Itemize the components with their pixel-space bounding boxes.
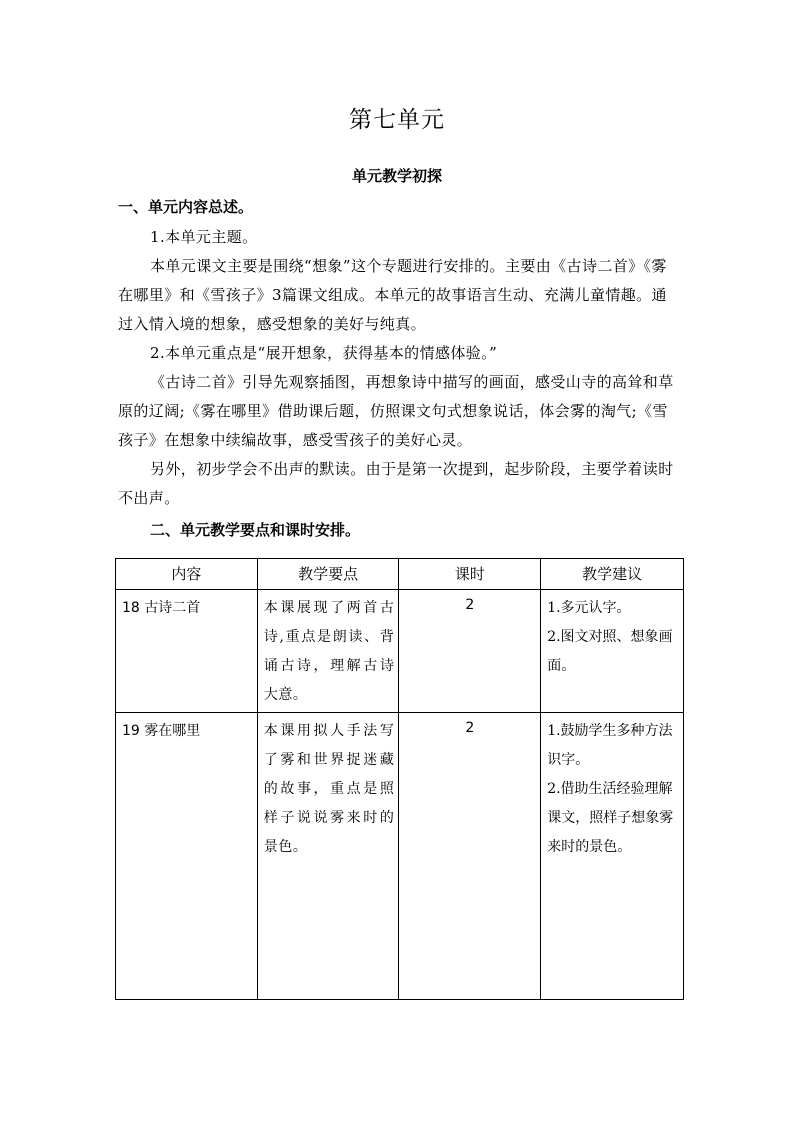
table-row (116, 590, 684, 713)
table-cell-suggestions (541, 590, 684, 713)
paragraph-theme-label: 1.本单元主题。 (150, 228, 258, 246)
table-cell-content: 18 古诗二首 (116, 590, 258, 713)
table-cell-suggestions (541, 713, 684, 1000)
suggestion-item: 1.鼓励学生多种方法识字。 (547, 723, 673, 768)
table-row (116, 713, 684, 1000)
page-subtitle: 单元教学初探 (351, 167, 442, 185)
table-header-key-points: 教学要点 (257, 559, 399, 590)
paragraph-silent-reading: 另外，初步学会不出声的默读。由于是第一次提到，起步阶段，主要学着读时不出声。 (118, 460, 674, 507)
teaching-plan-table (115, 558, 684, 1000)
table-cell-class-hours: 2 (399, 713, 541, 1000)
table-header-content: 内容 (116, 559, 258, 590)
table-header-class-hours: 课时 (399, 559, 541, 590)
suggestion-item: 2.图文对照、想象画面。 (547, 629, 673, 674)
table-header-suggestions: 教学建议 (541, 559, 684, 590)
suggestion-item: 1.多元认字。 (547, 600, 631, 616)
table-cell-content: 19 雾在哪里 (116, 713, 258, 1000)
paragraph-theme-body: 本单元课文主要是围绕“想象”这个专题进行安排的。主要由《古诗二首》《雾在哪里》和《雪孩子》3篇课文组成。本单元的故事语言生动、充满儿童情趣。通过入情入境的想象，感受想象的美好与纯真。 (118, 257, 667, 333)
section-heading-overview: 一、单元内容总述。 (118, 198, 254, 216)
table-cell-class-hours: 2 (399, 590, 541, 713)
table-header-row (116, 559, 684, 590)
paragraph-focus-body: 《古诗二首》引导先观察插图，再想象诗中描写的画面，感受山寺的高耸和草原的辽阔;《雾在哪里》借助课后题，仿照课文句式想象说话，体会雾的淘气;《雪孩子》在想象中续编故事，感受雪孩子的美好心灵。 (118, 373, 674, 449)
paragraph-focus-label: 2.本单元重点是“展开想象，获得基本的情感体验。” (150, 344, 498, 362)
table-cell-key-points: 本课用拟人手法写了雾和世界捉迷藏的故事，重点是照样子说说雾来时的景色。 (257, 713, 399, 1000)
page-title: 第七单元 (349, 107, 445, 133)
table-cell-key-points: 本课展现了两首古诗,重点是朗读、背诵古诗，理解古诗大意。 (257, 590, 399, 713)
section-heading-plan: 二、单元教学要点和课时安排。 (150, 521, 361, 539)
suggestion-item: 2.借助生活经验理解课文，照样子想象雾来时的景色。 (547, 781, 674, 855)
